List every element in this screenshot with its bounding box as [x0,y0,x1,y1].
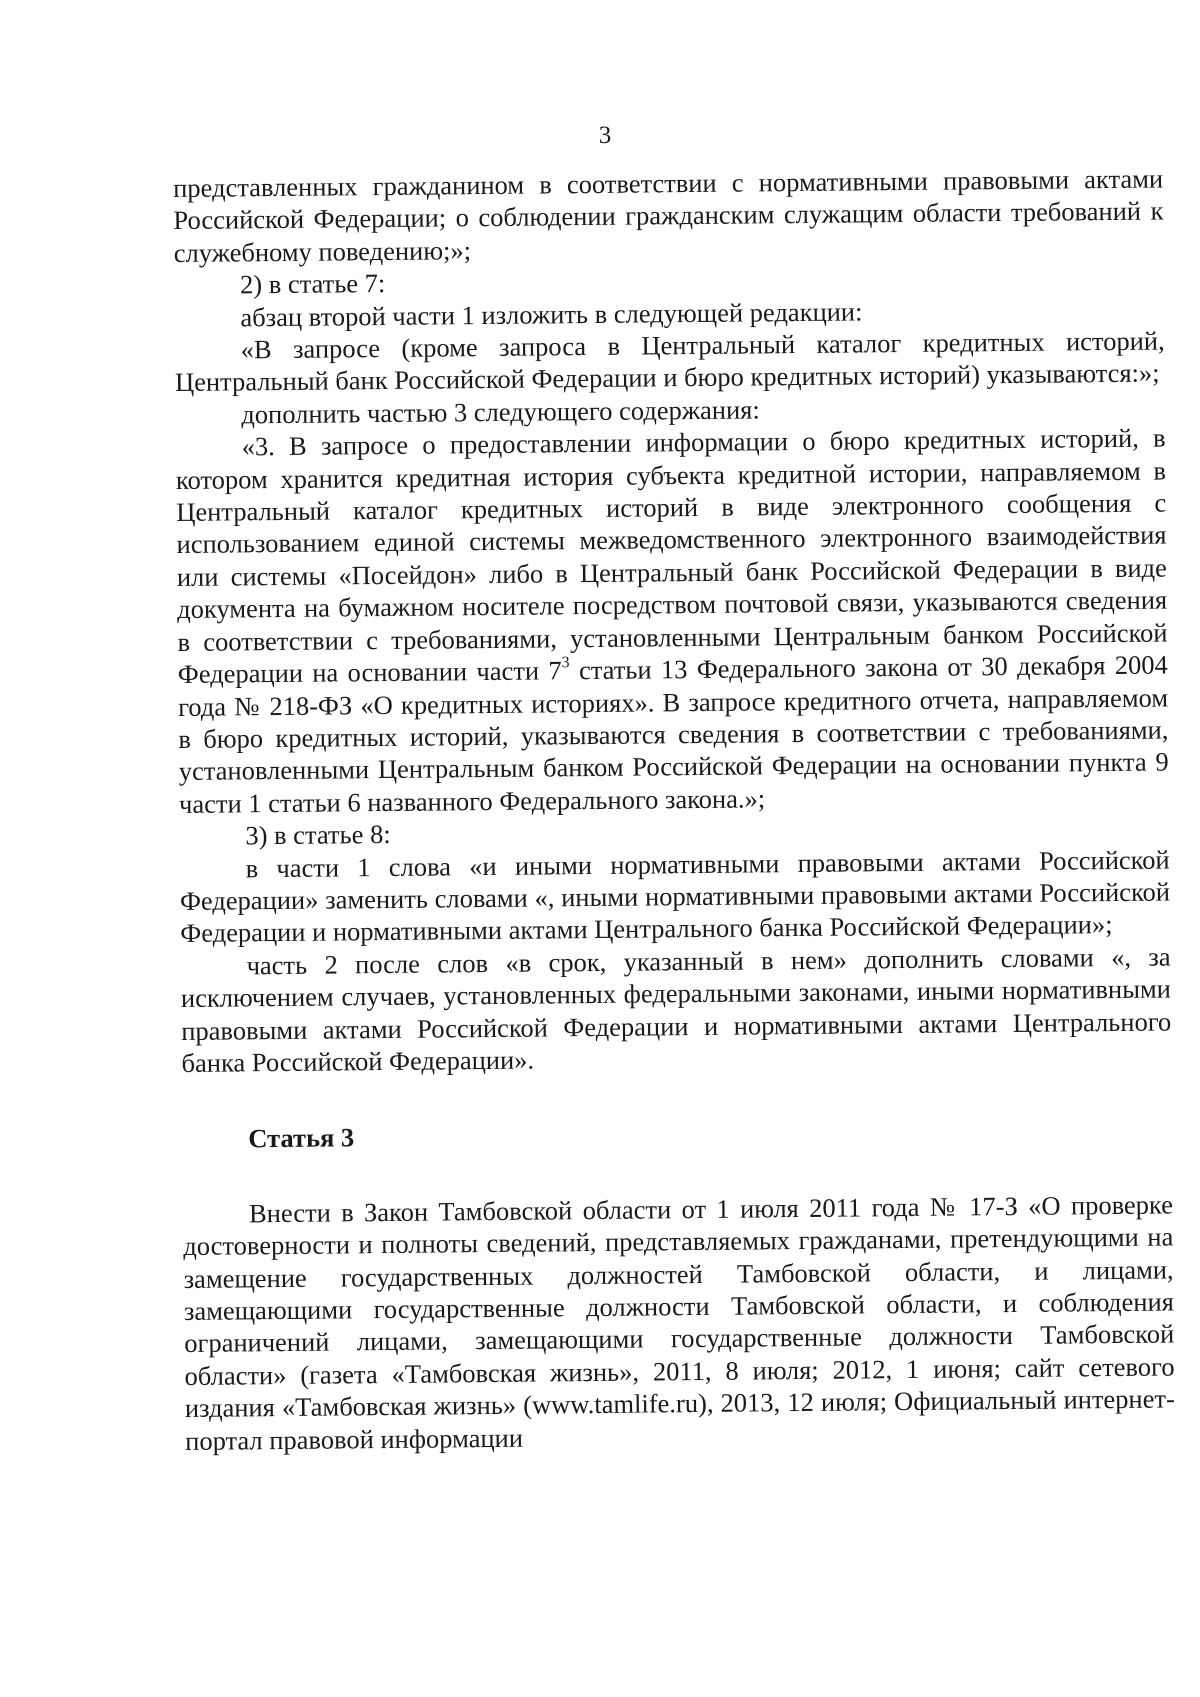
paragraph-part-3-text-b: статьи 13 Федерального закона от 30 декабря 2004 года № 218-ФЗ «О кредитных историях». В запросе кредитного отчета, направляемом в бюро кредитных историй, указываются сведения в соответствии с требованиями, установленными Центральным банком Российской Федерации на основании пункта 9 части 1 статьи 6 названного Федерального закона.»; [177,649,1169,819]
paragraph-item-2: 2) в статье 7: [239,268,386,300]
paragraph-add-part-3: дополнить частью 3 следующего содержания: [241,394,760,430]
paragraph-quote-request: «В запросе (кроме запроса в Центральный каталог кредитных историй, Центральный банк Российской Федерации и бюро кредитных историй) указываются:»; [174,325,1165,398]
superscript: 3 [561,654,570,672]
paragraph-instruction: абзац второй части 1 изложить в следующей редакции: [240,296,863,332]
document-body [173,162,1175,1456]
page-number: 3 [598,122,612,149]
paragraph-part-2-change: часть 2 после слов «в срок, указанный в нем» дополнить словами «, за исключением случаев, установленных федеральными законами, иными нормативными правовыми актами Российской Федерации и нормативными актами Центрального банка Российской Федерации». [180,941,1172,1078]
paragraph-article-3-text: Внести в Закон Тамбовской области от 1 июля 2011 года № 17-З «О проверке достоверности и полноты сведений, представляемых гражданами, претендующими на замещение государственных должностей Тамбовской области, и лицами, замещающими государственные должности Тамбовской области, и соблюдения ограничений лицами, замещающими государственные должности Тамбовской области» (газета «Тамбовская жизнь», 2011, 8 июля; 2012, 1 июня; сайт сетевого издания «Тамбовская жизнь» (www.tamlife.ru), 2013, 12 июля; Официальный интернет-портал правовой информации [183,1189,1175,1456]
paragraph-item-3: 3) в статье 8: [245,819,391,851]
paragraph-part-1-change: в части 1 слова «и иными нормативными правовыми актами Российской Федерации» заменить словами «, иными нормативными правовыми актами Российской Федерации и нормативными актами Центрального банка Российской Федерации»; [179,843,1171,949]
article-heading: Статья 3 [248,1122,355,1154]
paragraph-part-3-text-a: «3. В запросе о предоставлении информации о бюро кредитных историй, в котором хранится кредитная история субъекта кредитной истории, направляемом в Центральный каталог кредитных историй в виде электронного сообщения с использованием единой системы межведомственного электронного взаимодействия или системы «Посейдон» либо в Центральный банк Российской Федерации в виде документа на бумажном носителе посредством почтовой связи, указываются сведения в соответствии с требованиями, установленными Центральным банком Российской Федерации на основании части 7 [175,422,1168,690]
paragraph-part-3-text [175,422,1169,820]
paragraph-continuation: представленных гражданином в соответствии с нормативными правовыми актами Российской Федерации; о соблюдении гражданским служащим области требований к служебному поведению;»; [173,163,1164,268]
